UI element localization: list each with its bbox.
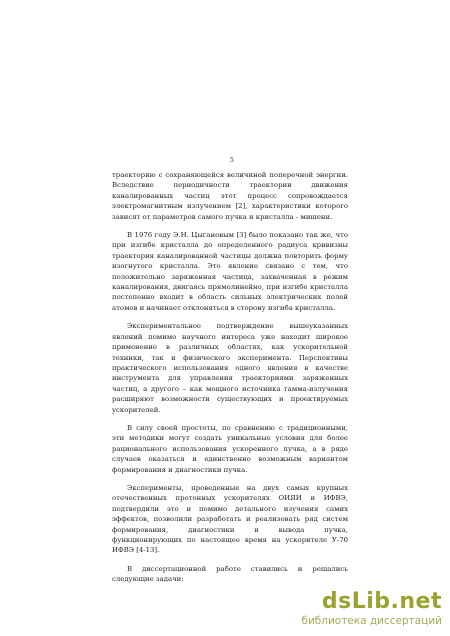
paragraph: траекторию с сохраняющейся величиной поперечной энергии. Вследствие периодичности траектории движения каналированных частиц этот процесс сопровождается электромагнитным излучением [2], характеристики которого зависят от параметров самого пучка и кристалла - мишени. [112,171,348,221]
paragraph: Экспериментальное подтверждение вышеуказанных явлений помимо научного интереса уже находит широкое применение в различных областях, как ускорительной техники, так и физического эксперимента. Перспективы практического использования одного явления в качестве инструмента для управления траекториями заряженных частиц, а другого – как мощного источника гамма-излучения расширяют возможности существующих и проектируемых ускорителей. [112,322,348,414]
paragraph: Эксперименты, проведенные на двух самых крупных отечественных протонных ускорителях ОИЯИ и ИФВЭ, подтвердили это и помимо детального изучения самих эффектов, позволили разработать и реализовать ряд систем формирования, диагностики и вывода пучка, функционирующих по настоящее время на ускорителе У-70 ИФВЭ [4-13]. [112,483,348,555]
paragraph: В диссертационной работе ставились и решались следующие задачи: [112,564,348,584]
watermark-caption: библиотека диссертаций [301,615,442,627]
paragraph: В силу своей простоты, по сравнению с традиционными, эти методики могут создать уникальные условия для более рационального использования ускоренного пучка, а в ряде случаев оказаться и единственно возможным вариантом формирования и диагностики пучка. [112,423,348,474]
page-number: 5 [230,157,234,164]
watermark-brand: dsLib.net [321,589,442,614]
paragraph: В 1976 году Э.Н. Цыгановым [3] было показано так же, что при изгибе кристалла до определенного радиуса кривизны траектория каналированной частицы должна повторить форму изогнутого кристалла. Это явление связано с тем, что положительно заряженная частица, захваченная в режим каналирования, двигаясь прямолинейно, при изгибе кристалла постепенно входит в область сильных электрических полей атомов и начинает отклоняться в сторону изгиба кристалла. [112,231,348,312]
watermark [278,590,450,636]
document-body [112,170,348,585]
